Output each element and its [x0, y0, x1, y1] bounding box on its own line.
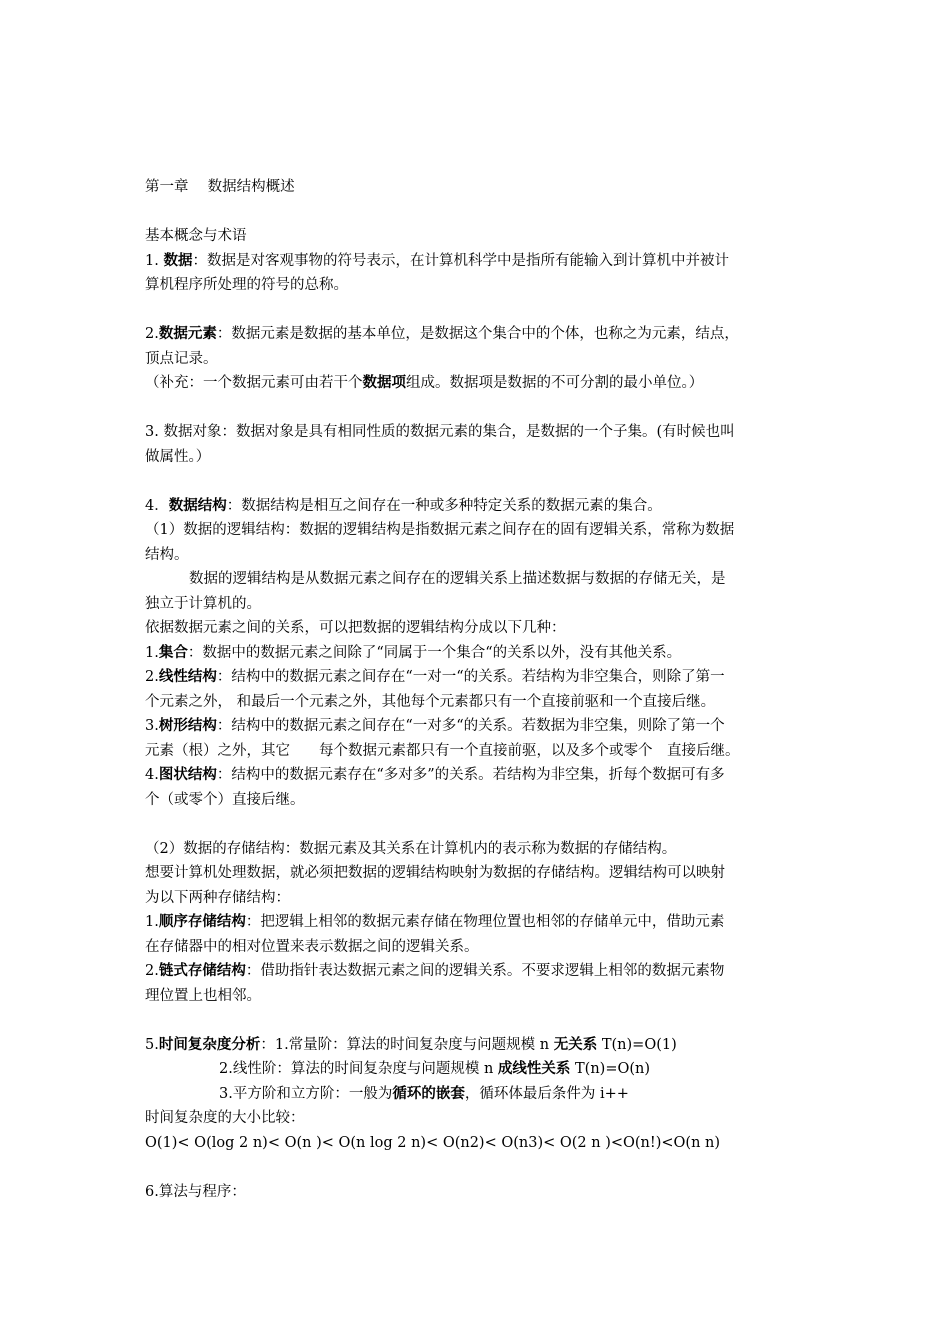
complexity-quadratic: 3.平方阶和立方阶：一般为循环的嵌套，循环体最后条件为 i++ [219, 1084, 629, 1102]
definition-data-element: 2.数据元素：数据元素是数据的基本单位，是数据这个集合中的个体，也称之为元素，结点， [145, 325, 739, 342]
storage-linked: 2.链式存储结构：借助指针表达数据元素之间的逻辑关系。不要求逻辑上相邻的数据元素物 [145, 962, 725, 979]
term-complexity: 时间复杂度分析 [158, 1035, 261, 1053]
storage-structure: （2）数据的存储结构：数据元素及其关系在计算机内的表示称为数据的存储结构。 [145, 840, 677, 857]
term-data-element: 数据元素 [158, 325, 217, 342]
term-data-item: 数据项 [362, 374, 406, 391]
definition-data-object: 3. 数据对象：数据对象是具有相同性质的数据元素的集合，是数据的一个子集。(有时候也叫 [145, 424, 735, 440]
definition-data: 1. 数据：数据是对客观事物的符号表示，在计算机科学中是指所有能输入到计算机中并被计 [145, 251, 729, 269]
document-page: 第一章 数据结构概述 基本概念与术语 1. 数据：数据是对客观事物的符号表示，在计算机科学中是指所有能输入到计算机中并被计 算机程序所处理的符号的总称。 2.数据元素：数据元素是数据的基本单位，是数据这个集合中的个体，也称之为元素，结点， 顶点记录。 （补充：一个数据元素可由若干个数据项组成。数据项是数据的不可分割的最小单位。） 3. 数据对象：数据对象是具有相同性质的数据元素的集合，是数据的一个子集。(有时候也叫 做属性。） 4．数据结构：数据结构是相互之间存在一种或多种特定关系的数据元素的集合。 （1）数据的逻辑结构：数据的逻辑结构是指数据元素之间存在的固有逻辑关系，常称为数据 结构。 数据的逻辑结构是从数据元素之间存在的逻辑关系上描述数据与数据的存储无关，是 独立于计算机的。 依据数据元素之间的关系，可以把数据的逻辑结构分成以下几种： 1.集合：数据中的数据元素之间除了“同属于一个集合“的关系以外，没有其他关系。 2.线性结构：结构中的数据元素之间存在“一对一“的关系。若结构为非空集合，则除了第一 个元素之外， 和最后一个元素之外，其他每个元素都只有一个直接前驱和一个直接后继。 3.树形结构：结构中的数据元素之间存在“一对多“的关系。若数据为非空集，则除了第一个 元素（根）之外，其它 每个数据元素都只有一个直接前驱，以及多个或零个 直接后继。 4.图状结构：结构中的数据元素存在“多对多”的关系。若结构为非空集，折每个数据可有多 个（或零个）直接后继。 （2）数据的存储结构：数据元素及其关系在计算机内的表示称为数据的存储结构。 想要计算机处理数据，就必须把数据的逻辑结构映射为数据的存储结构。逻辑结构可以映射 为以下两种存储结构： 1.顺序存储结构：把逻辑上相邻的数据元素存储在物理位置也相邻的存储单元中，借助元素 在存储器中的相对位置来表示数据之间的逻辑关系。 2.链式存储结构：借助指针表达数据元素之间的逻辑关系。不要求逻辑上相邻的数据元素物 理位置上也相邻。 5.时间复杂度分析：1.常量阶：算法的时间复杂度与问题规模 n 无关系 T(n)=O(1) 2.线性阶：算法的时间复杂度与问题规模 n 成线性关系 T(n)=O(n) 3.平方阶和立方阶：一般为循环的嵌套，循环体最后条件为 i++ 时间复杂度的大小比较： O(1)< O(log 2 n)< O(n )< O(n log 2 n)< O(n2)< O(n3)< O(2 n )<O(n!)<O(n n) 6.算法与程序： [145, 175, 810, 1204]
kind-graph: 4.图状结构：结构中的数据元素存在“多对多”的关系。若结构为非空集，折每个数据可有多 [145, 766, 725, 783]
chapter-title: 第一章 数据结构概述 [145, 179, 295, 195]
kinds-intro: 依据数据元素之间的关系，可以把数据的逻辑结构分成以下几种： [145, 620, 566, 636]
kind-linear: 2.线性结构：结构中的数据元素之间存在“一对一“的关系。若结构为非空集合，则除了第一 [145, 668, 725, 685]
logical-structure: （1）数据的逻辑结构：数据的逻辑结构是指数据元素之间存在的固有逻辑关系，常称为数据 [145, 522, 735, 538]
storage-sequential: 1.顺序存储结构：把逻辑上相邻的数据元素存储在物理位置也相邻的存储单元中，借助元素 [145, 913, 725, 930]
term-data: 数据 [163, 251, 193, 269]
kind-tree: 3.树形结构：结构中的数据元素之间存在“一对多“的关系。若数据为非空集，则除了第一个 [145, 717, 725, 734]
complexity-compare: O(1)< O(log 2 n)< O(n )< O(n log 2 n)< O(n2)< O(n3)< O(2 n )<O(n!)<O(n n) [145, 1134, 721, 1151]
complexity-linear: 2.线性阶：算法的时间复杂度与问题规模 n 成线性关系 T(n)=O(n) [219, 1060, 651, 1077]
kind-set: 1.集合：数据中的数据元素之间除了“同属于一个集合“的关系以外，没有其他关系。 [145, 643, 682, 661]
algorithm-heading: 6.算法与程序： [145, 1183, 246, 1200]
term-data-structure: 数据结构 [168, 496, 227, 514]
complexity-compare-label: 时间复杂度的大小比较： [145, 1110, 305, 1126]
logical-structure-note: 数据的逻辑结构是从数据元素之间存在的逻辑关系上描述数据与数据的存储无关，是 [189, 571, 726, 587]
section-heading: 基本概念与术语 [145, 228, 247, 244]
supplement-note: （补充：一个数据元素可由若干个数据项组成。数据项是数据的不可分割的最小单位。） [145, 374, 704, 391]
complexity-constant: 5.时间复杂度分析：1.常量阶：算法的时间复杂度与问题规模 n 无关系 T(n)=O(1) [145, 1035, 677, 1053]
definition-data-structure: 4．数据结构：数据结构是相互之间存在一种或多种特定关系的数据元素的集合。 [145, 496, 662, 514]
